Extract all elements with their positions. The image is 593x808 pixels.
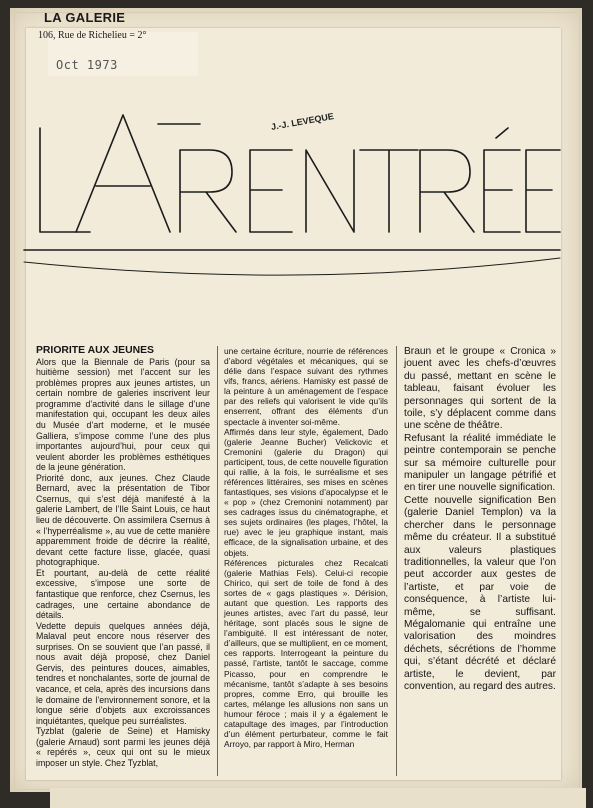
title-letter-e: [250, 150, 292, 232]
paragraph: Et pourtant, au-delà de cette réalité excessive, s’impose une sorte de fantastique que renforce, chez Csernus, les cadrages, une certaine abondance de détails.: [36, 567, 210, 621]
title-letter-e2: [526, 150, 560, 232]
title-top-rule: [24, 258, 560, 275]
handwritten-date: Oct 1973: [56, 58, 118, 72]
title-letter-r2: [420, 150, 474, 232]
paragraph: Refusant la réalité immédiate le peintre contemporain se penche sur sa mémoire culturelle pour manipuler un langage pétrifié et en tirer une nouvelle signification.: [404, 432, 556, 494]
title-letter-e-acute: [484, 128, 520, 232]
paragraph: Cette nouvelle signification Ben (galerie Daniel Templon) va la chercher dans le personnage même du créateur. Il a substitué aux valeurs plastiques traditionnelles, la valeur que l’on peut accorder aux gestes de l’artiste, et par voie de conséquence, à l’artiste lui-même, se suffisant. Mégalomanie qui entraîne une valorisation des moindres déchets, sécrétions de l’homme qui, s’étant décrété et déclaré artiste, le devient, par convention, au regard des autres.: [404, 494, 556, 692]
paragraph: Alors que la Biennale de Paris (pour sa huitième session) met l’accent sur les problèmes propres aux jeunes artistes, un certain nombre de galeries inscrivent leur programme d’activité dans le sillage d’une manifestation qui, occupant les deux ailes du Musée d’art moderne, et le musée Galliera, s’impose comme l’une des plus importantes aujourd’hui, pour ceux qui veulent aborder les problèmes esthétiques de la jeune génération.: [36, 356, 210, 473]
article-column-3: [404, 346, 556, 693]
title-letter-r: [180, 150, 236, 232]
paragraph: Priorité donc, aux jeunes. Chez Claude Bernard, avec la présentation de Tibor Csernus, qui s’est déjà manifesté à la galerie Lambert, de l’Ile Saint Louis, ce haut lieu de découverte. On assimilera Csernus à « l’hyperréalisme », au vue de cette manière apparemment froide de décrire la réalité, devant cette facture lisse, glacée, quasi photographique.: [36, 472, 210, 568]
author-byline: J.-J. LEVEQUE: [270, 111, 335, 132]
clipping-bottom-strip: [50, 788, 586, 808]
section-heading: PRIORITE AUX JEUNES: [36, 345, 154, 356]
column-rule-2: [396, 346, 397, 776]
article-column-1: [36, 346, 210, 769]
article-column-2: [224, 346, 388, 749]
title-lettering: [0, 0, 593, 340]
gallery-name: LA GALERIE: [44, 10, 126, 25]
title-letter-t: [360, 150, 418, 232]
paragraph: Affirmés dans leur style, également, Dado (galerie Jeanne Bucher) Velickovic et Cremonini (galerie du Dragon) qui participent, tous, de cette nouvelle figuration qui rallie, à la fois, le surréalisme et ses références littéraires, ses mises en scènes fantastiques, ses visions d’apocalypse et le « pop » (chez Cremonini notamment) par ses cadrages issus du cinématographe, et ses sujets ordinaires (les plages, l’hôtel, la rue) avec le jeu graphique instant, mais efficace, de la signalisation urbaine, et des objets.: [224, 426, 388, 558]
title-letter-n: [306, 150, 354, 232]
column-rule-1: [217, 346, 218, 776]
paragraph: une certaine écriture, nourrie de références d’abord végétales et mécaniques, qui se délie dans l’espace suivant des rythmes vifs, francs, aériens. Hamisky est passé de la peinture à un aménagement de l’espace par des reliefs qui valorisent le vide qu’ils enserrent, offrant des éléments d’un spectacle à inventer soi-même.: [224, 346, 388, 427]
title-letter-a: [76, 115, 170, 232]
gallery-address: 106, Rue de Richelieu = 2°: [38, 30, 147, 41]
paragraph: Braun et le groupe « Cronica » jouent avec les chefs-d’œuvres du passé, mettant en scène le tableau, faisant évoluer les personnages qui sortent de la toile, s’y déplacent comme dans une scène de théâtre.: [404, 346, 556, 432]
paragraph: Tyzblat (galerie de Seine) et Hamisky (galerie Arnaud) sont parmi les jeunes déjà « repérés », ceux qui ont su le mieux imposer un style. Chez Tyzblat,: [36, 726, 210, 768]
paragraph: Références picturales chez Recalcati (galerie Mathias Fels). Celui-ci recopie Chirico, qui sert de toile de fond à des sortes de « gags plastiques ». Dérision, autant que question. Les rapports des jeunes artistes, avec l’art du passé, leur héritage, sont placés sous le signe de l’ambiguité. Il est intéressant de noter, d’ailleurs, que se multiplient, en ce moment, ces rapports. Interrogeant la peinture du passé, l’artiste, tantôt le saccage, comme Picasso, pour en comprendre le mécanisme, tantôt s’adapte à ses besoins propres, comme Erro, qui brouille les cartes, mélange les allusions non sans un humour féroce ; mais il y a également le catapultage des images, par l’introduction d’un élément perturbateur, comme le fait Arroyo, par rapport à Miro, Herman: [224, 557, 388, 750]
paragraph: Vedette depuis quelques années déjà, Malaval peut encore nous réserver des surprises. On se souvient que l’an passé, il nous avait déjà proposé, chez Daniel Gervis, des peintures douces, aimables, tendres et nonchalantes, sorte de journal de vacance, et cela, après des incursions dans le domaine de l’environnement sonore, et la longue série d’objets aux excroissances inquiétantes, quelque peu surréalistes.: [36, 620, 210, 726]
